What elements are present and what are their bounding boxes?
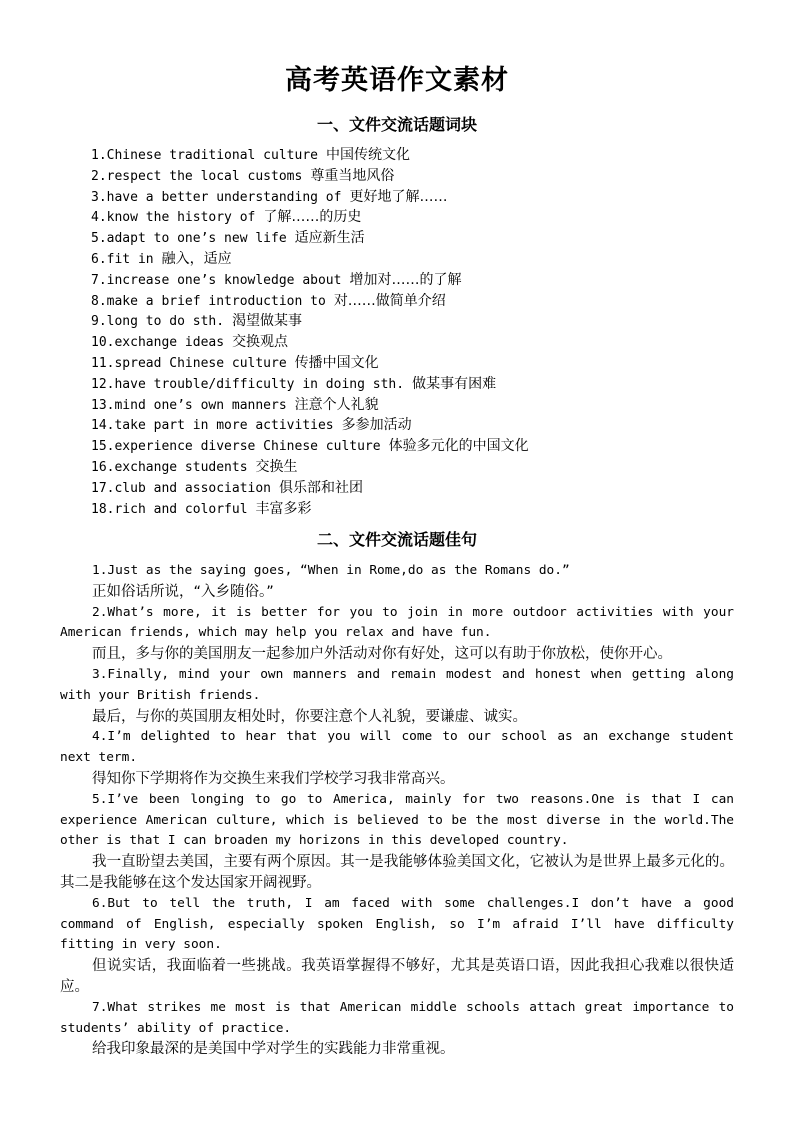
phrase-chinese: 体验多元化的中国文化 xyxy=(388,438,529,455)
sentence-english: 5.I’ve been longing to go to America, mainly for two reasons.One is that I can experience American culture, which is believed to be the most diverse in the world.The other is that I can broaden my horizons in this developed country. xyxy=(60,791,734,849)
list-item xyxy=(91,395,751,416)
list-item xyxy=(91,415,751,436)
phrase-chinese: 交换观点 xyxy=(232,334,289,351)
phrase-english: 10.exchange ideas xyxy=(91,335,225,351)
phrase-english: 16.exchange students xyxy=(91,459,248,475)
sentence-chinese: 我一直盼望去美国，主要有两个原因。其一是我能够体验美国文化，它被认为是世界上最多元化的。其二是我能够在这个发达国家开阔视野。 xyxy=(60,854,734,891)
phrase-chinese: 适应新生活 xyxy=(294,230,365,247)
phrase-english: 5.adapt to one’s new life xyxy=(91,231,287,247)
phrase-chinese: 渴望做某事 xyxy=(232,313,303,330)
sentence-item xyxy=(60,665,734,727)
list-item xyxy=(91,249,751,270)
sentence-english: 7.What strikes me most is that American middle schools attach great importance to students’ ability of practice. xyxy=(60,999,734,1036)
phrase-chinese: 融入，适应 xyxy=(161,250,232,267)
phrase-english: 12.have trouble/difficulty in doing sth. xyxy=(91,376,405,392)
list-item xyxy=(91,291,751,312)
phrase-english: 3.have a better understanding of xyxy=(91,189,342,205)
sentence-item xyxy=(60,603,734,665)
sentence-item xyxy=(60,998,734,1060)
list-item xyxy=(91,166,751,187)
phrase-chinese: 俱乐部和社团 xyxy=(279,479,364,496)
page-title: 高考英语作文素材 xyxy=(285,65,509,96)
sentence-english: 2.What’s more, it is better for you to join in more outdoor activities with your American friends, which may help you relax and have fun. xyxy=(60,604,734,641)
phrase-english: 1.Chinese traditional culture xyxy=(91,148,318,163)
list-item xyxy=(91,374,751,395)
phrase-english: 7.increase one’s knowledge about xyxy=(91,272,342,288)
phrase-english: 4.know the history of xyxy=(91,210,256,226)
sentence-list xyxy=(60,561,734,1060)
sentence-item xyxy=(60,561,734,603)
phrase-english: 6.fit in xyxy=(91,251,154,267)
section-heading-phrases: 一、文件交流话题词块 xyxy=(316,115,477,134)
list-item xyxy=(91,228,751,249)
sentence-english: 1.Just as the saying goes, “When in Rome,do as the Romans do.” xyxy=(92,563,570,578)
phrase-english: 14.take part in more activities xyxy=(91,418,334,434)
sentence-chinese: 最后，与你的英国朋友相处时，你要注意个人礼貌，要谦虚、诚实。 xyxy=(92,708,527,725)
phrase-english: 17.club and association xyxy=(91,480,272,496)
phrase-english: 15.experience diverse Chinese culture xyxy=(91,439,381,455)
phrase-english: 18.rich and colorful xyxy=(91,501,248,517)
sentence-chinese: 给我印象最深的是美国中学对学生的实践能力非常重视。 xyxy=(92,1041,455,1058)
list-item xyxy=(91,270,751,291)
sentence-english: 6.But to tell the truth, I am faced with some challenges.I don’t have a good command of English, especially spoken English, so I’m afraid I’ll have difficulty fitting in very soon. xyxy=(60,895,734,953)
phrase-english: 8.make a brief introduction to xyxy=(91,293,326,309)
list-item xyxy=(91,332,751,353)
sentence-chinese: 但说实话，我面临着一些挑战。我英语掌握得不够好，尤其是英语口语，因此我担心我难以很快适应。 xyxy=(60,958,734,995)
phrase-english: 13.mind one’s own manners xyxy=(91,397,287,413)
section-heading-sentences: 二、文件交流话题佳句 xyxy=(316,530,477,549)
phrase-chinese: 多参加活动 xyxy=(341,417,412,434)
phrase-chinese: 更好地了解…… xyxy=(349,188,448,205)
list-item xyxy=(91,145,751,166)
phrase-chinese: 传播中国文化 xyxy=(294,354,379,371)
phrase-chinese: 对……做简单介绍 xyxy=(333,292,446,309)
phrase-chinese: 了解……的历史 xyxy=(263,209,362,226)
sentence-chinese: 而且，多与你的美国朋友一起参加户外活动对你有好处，这可以有助于你放松，使你开心。 xyxy=(92,646,672,663)
phrase-chinese: 尊重当地风俗 xyxy=(310,167,395,184)
phrase-list xyxy=(91,145,751,519)
list-item xyxy=(91,436,751,457)
sentence-chinese: 得知你下学期将作为交换生来我们学校学习我非常高兴。 xyxy=(92,770,455,787)
sentence-item xyxy=(60,790,734,894)
phrase-chinese: 做某事有困难 xyxy=(412,375,497,392)
phrase-chinese: 交换生 xyxy=(255,458,298,475)
phrase-chinese: 中国传统文化 xyxy=(325,147,410,163)
list-item xyxy=(91,353,751,374)
list-item xyxy=(91,187,751,208)
sentence-english: 4.I’m delighted to hear that you will come to our school as an exchange student next term. xyxy=(60,729,734,766)
sentence-chinese: 正如俗话所说，“入乡随俗。” xyxy=(92,583,274,600)
phrase-chinese: 注意个人礼貌 xyxy=(294,396,379,413)
list-item xyxy=(91,311,751,332)
list-item xyxy=(91,499,751,520)
phrase-english: 11.spread Chinese culture xyxy=(91,355,287,371)
list-item xyxy=(91,207,751,228)
phrase-chinese: 增加对……的了解 xyxy=(349,271,462,288)
phrase-chinese: 丰富多彩 xyxy=(255,500,312,517)
list-item xyxy=(91,457,751,478)
sentence-item xyxy=(60,727,734,789)
sentence-english: 3.Finally, mind your own manners and remain modest and honest when getting along with your British friends. xyxy=(60,666,734,703)
list-item xyxy=(91,478,751,499)
sentence-item xyxy=(60,894,734,998)
phrase-english: 2.respect the local customs xyxy=(91,168,303,184)
phrase-english: 9.long to do sth. xyxy=(91,314,225,330)
